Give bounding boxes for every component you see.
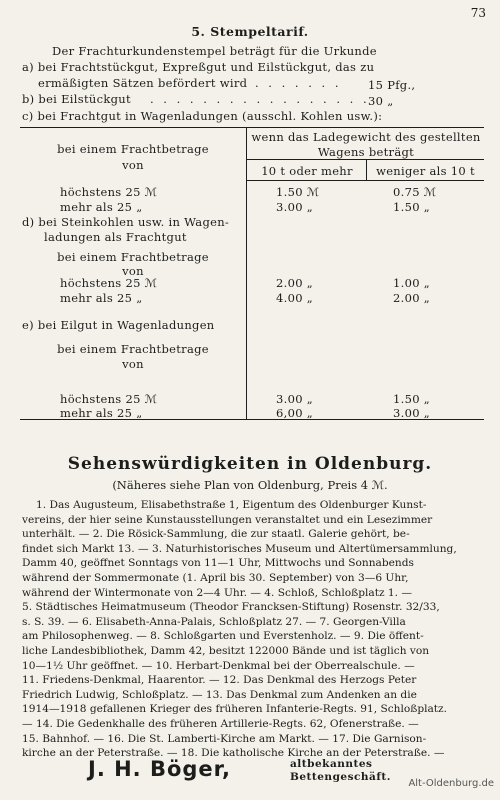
dot-leader: . . . . . . . . . . . . . . . . . bbox=[150, 92, 370, 106]
table-cell: 4.00 „ bbox=[276, 291, 314, 305]
body-line: liche Landesbibliothek, Damm 42, besitzt 122000 Bände und ist täglich von bbox=[22, 644, 430, 657]
table-subheader-rule bbox=[246, 180, 484, 181]
col1-header: 10 t oder mehr bbox=[261, 164, 353, 178]
right-header-2: Wagens beträgt bbox=[317, 145, 415, 159]
col2-header: weniger als 10 t bbox=[376, 164, 475, 178]
table-row-label: mehr als 25 „ bbox=[60, 406, 143, 420]
table-row-label: höchstens 25 ℳ bbox=[60, 392, 158, 406]
advertisement-name: J. H. Böger, bbox=[88, 757, 231, 781]
table-cell: 1.00 „ bbox=[393, 276, 431, 290]
dot-leader: . . . . . . . bbox=[255, 76, 342, 90]
d-header-2: von bbox=[122, 264, 144, 278]
table-cell: 3.00 „ bbox=[276, 200, 314, 214]
body-line: 11. Friedens-Denkmal, Haarentor. — 12. Das Denkmal des Herzogs Peter bbox=[22, 674, 417, 687]
body-line: 10—1½ Uhr geöffnet. — 10. Herbart-Denkmal bei der Oberrealschule. — bbox=[22, 659, 415, 672]
item-a-line2: ermäßigten Sätzen befördert wird bbox=[38, 76, 248, 90]
body-line: während der Wintermonate von 2—4 Uhr. — 4. Schloß, Schloßplatz 1. — bbox=[22, 586, 412, 599]
left-header-1: bei einem Frachtbetrage bbox=[57, 142, 209, 156]
table-cell: 3.00 „ bbox=[393, 406, 431, 420]
right-header-1: wenn das Ladegewicht des gestellten bbox=[251, 130, 481, 144]
body-line: Friedrich Ludwig, Schloßplatz. — 13. Das Denkmal zum Andenken an die bbox=[22, 688, 417, 701]
body-line: 1. Das Augusteum, Elisabethstraße 1, Eigentum des Oldenburger Kunst- bbox=[36, 499, 427, 511]
tariff-intro: Der Frachturkundenstempel beträgt für die Urkunde bbox=[52, 44, 377, 58]
page-number: 73 bbox=[470, 6, 486, 20]
section-title: 5. Stempeltarif. bbox=[191, 24, 309, 39]
item-d-line1: d) bei Steinkohlen usw. in Wagen- bbox=[22, 215, 230, 229]
body-line: vereins, der hier seine Kunstausstellungen veranstaltet und ein Lesezimmer bbox=[22, 513, 433, 526]
left-header-2: von bbox=[122, 158, 144, 172]
body-line: — 14. Die Gedenkhalle des früheren Artillerie-Regts. 62, Ofenerstraße. — bbox=[22, 717, 419, 730]
table-row-label: höchstens 25 ℳ bbox=[60, 185, 158, 199]
body-line: Damm 40, geöffnet Sonntags von 11—1 Uhr, Mittwochs und Sonnabends bbox=[22, 557, 414, 570]
body-line: s. S. 39. — 6. Elisabeth-Anna-Palais, Schloßplatz 27. — 7. Georgen-Villa bbox=[22, 615, 406, 628]
table-cell: 3.00 „ bbox=[276, 392, 314, 406]
item-b-line: b) bei Eilstückgut bbox=[22, 92, 131, 106]
item-e-line: e) bei Eilgut in Wagenladungen bbox=[22, 318, 215, 332]
advertisement-line2: Bettengeschäft. bbox=[290, 771, 391, 783]
item-a-value: 15 Pfg., bbox=[368, 78, 416, 92]
item-a-line1: a) bei Frachtstückgut, Expreßgut und Eilstückgut, das zu bbox=[22, 60, 375, 74]
table-cell: 1.50 ℳ bbox=[276, 185, 320, 199]
body-line: 15. Bahnhof. — 16. Die St. Lamberti-Kirche am Markt. — 17. Die Garnison- bbox=[22, 732, 427, 745]
body-line: 5. Städtisches Heimatmuseum (Theodor Francksen-Stiftung) Rosenstr. 32/33, bbox=[22, 601, 440, 614]
table-top-rule bbox=[20, 127, 484, 128]
table-vertical-rule bbox=[246, 127, 247, 419]
table-cell: 1.50 „ bbox=[393, 200, 431, 214]
table-row-label: höchstens 25 ℳ bbox=[60, 276, 158, 290]
body-line: 1914—1918 gefallenen Krieger des früheren Infanterie-Regts. 91, Schloßplatz. bbox=[22, 703, 448, 716]
table-cell: 1.50 „ bbox=[393, 392, 431, 406]
body-line: findet sich Markt 13. — 3. Naturhistorisches Museum und Altertümersammlung, bbox=[22, 542, 457, 555]
body-line: während der Sommermonate (1. April bis 30. September) von 3—6 Uhr, bbox=[22, 571, 409, 584]
body-line: unterhält. — 2. Die Rösick-Sammlung, die zur staatl. Galerie gehört, be- bbox=[22, 528, 410, 541]
sights-body bbox=[22, 498, 482, 761]
table-cell: 0.75 ℳ bbox=[393, 185, 437, 199]
sights-title: Sehenswürdigkeiten in Oldenburg. bbox=[67, 454, 433, 474]
table-cell: 6,00 „ bbox=[276, 406, 314, 420]
advertisement-line1: altbekanntes bbox=[290, 758, 373, 770]
item-d-line2: ladungen als Frachtgut bbox=[44, 230, 187, 244]
body-line: am Philosophenweg. — 8. Schloßgarten und Everstenholz. — 9. Die öffent- bbox=[22, 630, 424, 643]
table-header-rule bbox=[246, 159, 484, 160]
d-header-1: bei einem Frachtbetrage bbox=[57, 250, 209, 264]
table-row-label: mehr als 25 „ bbox=[60, 291, 143, 305]
item-c-line: c) bei Frachtgut in Wagenladungen (ausschl. Kohlen usw.): bbox=[22, 109, 383, 123]
e-header-1: bei einem Frachtbetrage bbox=[57, 342, 209, 356]
sights-subtitle: (Näheres siehe Plan von Oldenburg, Preis 4 ℳ. bbox=[112, 478, 388, 492]
table-cell: 2.00 „ bbox=[393, 291, 431, 305]
table-cell: 2.00 „ bbox=[276, 276, 314, 290]
e-header-2: von bbox=[122, 357, 144, 371]
table-row-label: mehr als 25 „ bbox=[60, 200, 143, 214]
body-line: kirche an der Peterstraße. — 18. Die katholische Kirche an der Peterstraße. — bbox=[22, 747, 445, 760]
watermark: Alt-Oldenburg.de bbox=[408, 778, 494, 789]
item-b-value: 30 „ bbox=[368, 94, 394, 108]
